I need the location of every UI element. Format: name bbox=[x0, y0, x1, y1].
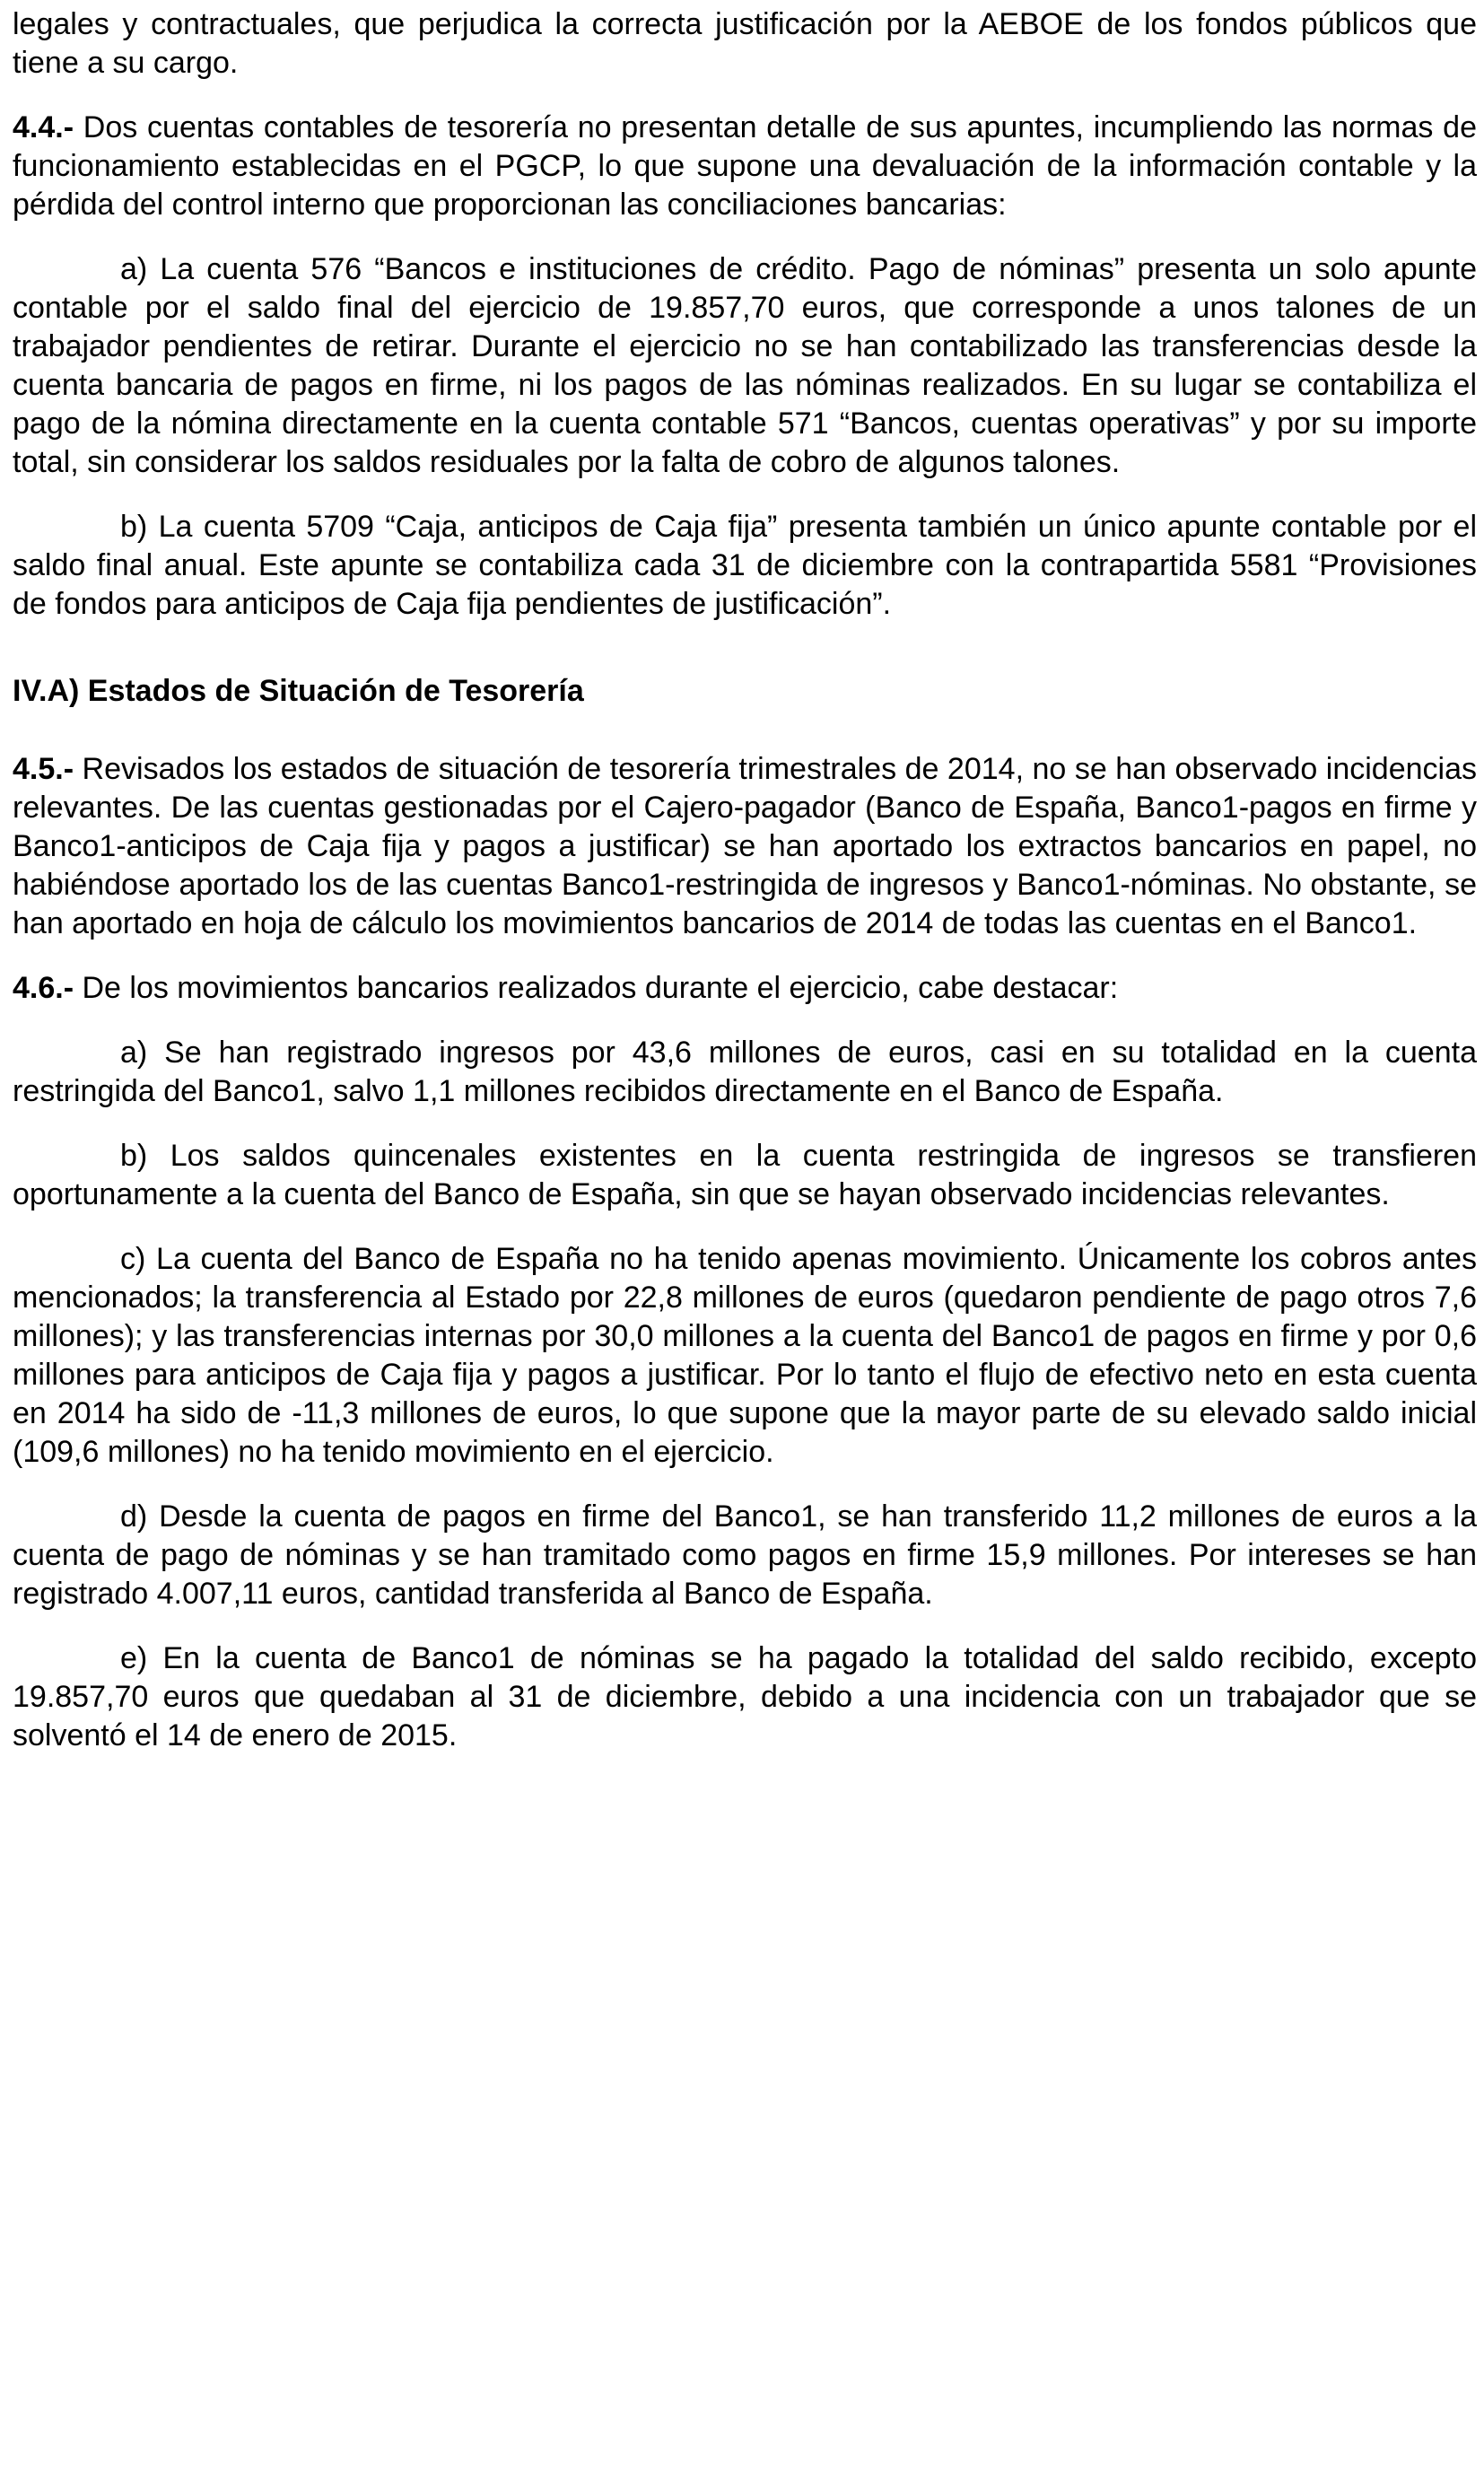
paragraph-4-6 bbox=[13, 969, 1477, 1008]
paragraph-4-6-a: a) Se han registrado ingresos por 43,6 millones de euros, casi en su totalidad en la cuenta restringida del Banco1, salvo 1,1 millones recibidos directamente en el Banco de España. bbox=[13, 1036, 1477, 1108]
paragraph-number: 4.5.- bbox=[13, 752, 74, 786]
paragraph-intro: legales y contractuales, que perjudica la correcta justificación por la AEBOE de los fondos públicos que tiene a su cargo. bbox=[13, 7, 1477, 80]
paragraph-4-4-b: b) La cuenta 5709 “Caja, anticipos de Caja fija” presenta también un único apunte contable por el saldo final anual. Este apunte se contabiliza cada 31 de diciembre con la contrapartida 5581 “Provisiones de fondos para anticipos de Caja fija pendientes de justificación”. bbox=[13, 510, 1477, 621]
paragraph-4-5 bbox=[13, 750, 1477, 943]
paragraph-4-4-a: a) La cuenta 576 “Bancos e instituciones de crédito. Pago de nóminas” presenta un solo apunte contable por el saldo final del ejercicio de 19.857,70 euros, que corresponde a unos talones de un trabajador pendientes de retirar. Durante el ejercicio no se han contabilizado las transferencias desde la cuenta bancaria de pagos en firme, ni los pagos de las nóminas realizados. En su lugar se contabiliza el pago de la nómina directamente en la cuenta contable 571 “Bancos, cuentas operativas” y por su importe total, sin considerar los saldos residuales por la falta de cobro de algunos talones. bbox=[13, 252, 1477, 479]
section-heading: IV.A) Estados de Situación de Tesorería bbox=[13, 674, 584, 708]
paragraph-text: De los movimientos bancarios realizados durante el ejercicio, cabe destacar: bbox=[74, 971, 1119, 1005]
paragraph-4-4 bbox=[13, 109, 1477, 224]
paragraph-4-6-e: e) En la cuenta de Banco1 de nóminas se ha pagado la totalidad del saldo recibido, excepto 19.857,70 euros que quedaban al 31 de diciembre, debido a una incidencia con un trabajador que se solventó el 14 de enero de 2015. bbox=[13, 1641, 1477, 1752]
paragraph-number: 4.6.- bbox=[13, 971, 74, 1005]
document-page bbox=[13, 5, 1477, 1781]
paragraph-4-6-d: d) Desde la cuenta de pagos en firme del Banco1, se han transferido 11,2 millones de euros a la cuenta de pago de nóminas y se han tramitado como pagos en firme 15,9 millones. Por intereses se han registrado 4.007,11 euros, cantidad transferida al Banco de España. bbox=[13, 1499, 1477, 1611]
paragraph-number: 4.4.- bbox=[13, 110, 74, 144]
paragraph-4-6-c: c) La cuenta del Banco de España no ha tenido apenas movimiento. Únicamente los cobros antes mencionados; la transferencia al Estado por 22,8 millones de euros (quedaron pendiente de pago otros 7,6 millones); y las transferencias internas por 30,0 millones a la cuenta del Banco1 de pagos en firme y por 0,6 millones para anticipos de Caja fija y pagos a justificar. Por lo tanto el flujo de efectivo neto en esta cuenta en 2014 ha sido de -11,3 millones de euros, lo que supone que la mayor parte de su elevado saldo inicial (109,6 millones) no ha tenido movimiento en el ejercicio. bbox=[13, 1242, 1477, 1469]
paragraph-text: Dos cuentas contables de tesorería no presentan detalle de sus apuntes, incumpliendo las normas de funcionamiento establecidas en el PGCP, lo que supone una devaluación de la información contable y la pérdida del control interno que proporcionan las conciliaciones bancarias: bbox=[13, 110, 1477, 222]
paragraph-text: Revisados los estados de situación de tesorería trimestrales de 2014, no se han observado incidencias relevantes. De las cuentas gestionadas por el Cajero-pagador (Banco de España, Banco1-pagos en firme y Banco1-anticipos de Caja fija y pagos a justificar) se han aportado los extractos bancarios en papel, no habiéndose aportado los de las cuentas Banco1-restringida de ingresos y Banco1-nóminas. No obstante, se han aportado en hoja de cálculo los movimientos bancarios de 2014 de todas las cuentas en el Banco1. bbox=[13, 752, 1477, 940]
paragraph-4-6-b: b) Los saldos quincenales existentes en la cuenta restringida de ingresos se transfieren oportunamente a la cuenta del Banco de España, sin que se hayan observado incidencias relevantes. bbox=[13, 1139, 1477, 1211]
